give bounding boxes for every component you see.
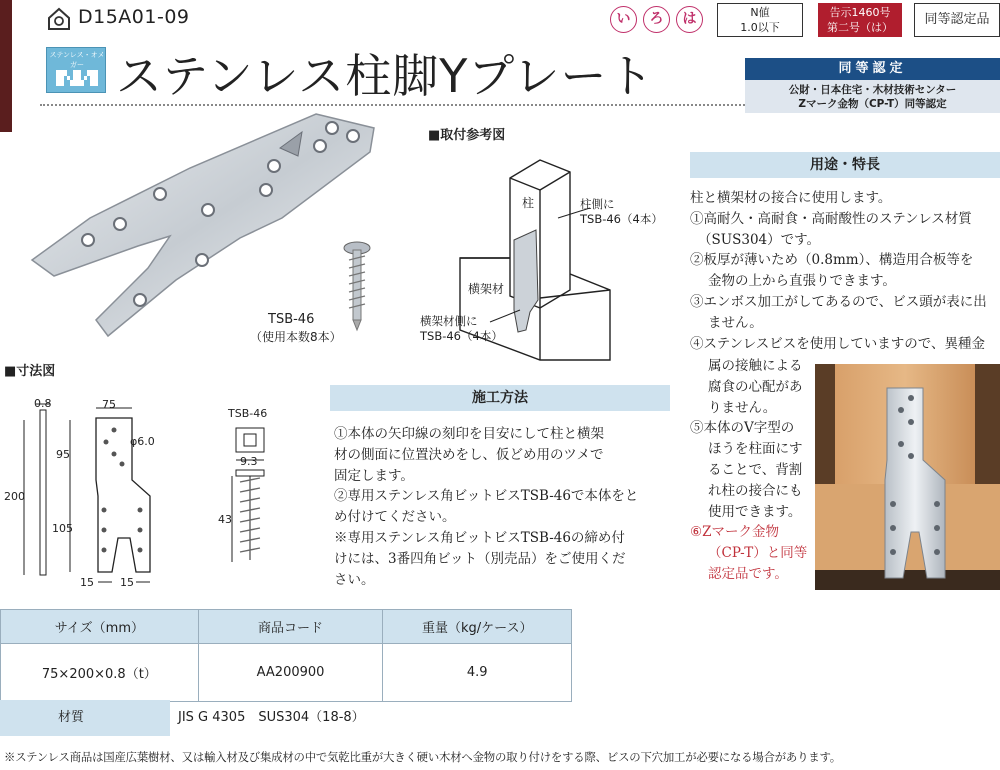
dim-leg-right: 15: [120, 576, 134, 589]
home-icon: [46, 6, 72, 32]
feature-line: ②板厚が薄いため（0.8mm）、構造用合板等を: [690, 252, 974, 269]
features-heading: 用途・特長: [690, 152, 1000, 178]
feature-line: りません。: [708, 399, 777, 416]
feature-line: 属の接触による: [708, 358, 803, 374]
n-value-box: [717, 3, 803, 37]
page-title: ステンレス柱脚Yプレート: [116, 49, 655, 103]
method-line: ②専用ステンレス角ビットビスTSB-46で本体をと: [334, 488, 639, 505]
method-item-1: [334, 424, 674, 486]
dim-screw-name: TSB-46: [228, 407, 268, 420]
equivalence-heading: 同等認定: [745, 58, 1000, 80]
equivalence-line-2: Zマーク金物（CP-T）同等認定: [798, 98, 947, 110]
feature-line-highlight: 認定品です。: [708, 565, 788, 582]
dim-thickness: 0.8: [34, 397, 52, 410]
dim-lower: 105: [52, 522, 73, 535]
dim-hole: φ6.0: [130, 435, 155, 448]
col-weight: 重量（kg/ケース）: [383, 610, 572, 644]
feature-line: ることで、背割: [708, 461, 803, 478]
cell-weight: 4.9: [383, 644, 572, 702]
badge-i: い: [610, 6, 637, 33]
omega-logo-icon: [53, 62, 101, 90]
brand-logo-text: ステンレス・オメガー: [49, 51, 105, 69]
method-line: さい。: [334, 571, 375, 588]
install-ref-heading: ■取付参考図: [428, 128, 506, 143]
feature-line: 腐食の心配があ: [708, 378, 803, 395]
cell-size: 75×200×0.8（t）: [1, 644, 199, 702]
feature-line: ③エンボス加工がしてあるので、ビス頭が表に出: [690, 293, 987, 310]
installed-photo: [815, 364, 1000, 590]
dim-screw-length: 43: [218, 513, 232, 526]
method-item-2: [334, 486, 674, 528]
badge-ro: ろ: [643, 6, 670, 33]
material-value: JIS G 4305 SUS304（18-8）: [178, 710, 365, 725]
equivalence-body: [745, 80, 1000, 113]
col-code: 商品コード: [198, 610, 383, 644]
footnote: ※ステンレス商品は国産広葉樹材、又は輸入材及び集成材の中で気乾比重が大きく硬い木材へ金物の取り付けをする際、ビスの下穴加工が必要になる場合があります。: [4, 750, 841, 764]
notice-box: [818, 3, 902, 37]
method-line: けには、3番四角ビット（別売品）をご使用くだ: [334, 550, 626, 567]
features-narrow-list: [690, 356, 815, 585]
certified-box: 同等認定品: [914, 3, 1000, 37]
product-code: D15A01-09: [78, 6, 190, 28]
notice-line-2: 第二号（は）: [827, 21, 893, 34]
beam-side-line-1: 横架材側に: [420, 314, 478, 328]
dim-upper: 95: [56, 448, 70, 461]
spec-table: [0, 609, 572, 702]
column-side-line-1: 柱側に: [580, 197, 615, 211]
material-label: 材質: [0, 700, 170, 736]
screw-usage: （使用本数8本）: [250, 330, 342, 344]
dim-leg-left: 15: [80, 576, 94, 589]
dimensions-heading: ■寸法図: [4, 364, 56, 379]
method-line: ①本体の矢印線の刻印を目安にして柱と横架: [334, 426, 604, 442]
dimension-drawing: [0, 390, 300, 600]
column-label: 柱: [522, 196, 535, 210]
equivalence-line-1: 公財・日本住宅・木材技術センター: [788, 84, 957, 96]
beam-label: 横架材: [468, 282, 505, 296]
feature-line: 柱と横架材の接合に使用します。: [690, 190, 892, 206]
cell-code: AA200900: [198, 644, 383, 702]
method-line: ※専用ステンレス角ビットビスTSB-46の締め付: [334, 529, 625, 546]
feature-line: ①高耐久・高耐食・高耐酸性のステンレス材質: [690, 210, 972, 227]
feature-line-highlight: ⑥Zマーク金物: [690, 524, 779, 541]
method-list: [334, 424, 674, 590]
method-note: [334, 528, 674, 590]
beam-side-line-2: TSB-46（4本）: [420, 329, 503, 343]
table-row: [1, 644, 572, 702]
brand-logo: [46, 47, 106, 93]
n-value-number: 1.0以下: [740, 21, 780, 34]
method-line: 固定します。: [334, 467, 414, 484]
n-value-label: N値: [750, 6, 770, 19]
feature-line: れ柱の接合にも: [708, 482, 803, 499]
feature-line: （SUS304）です。: [698, 231, 821, 248]
screw-name: TSB-46: [268, 312, 315, 327]
col-size: サイズ（mm）: [1, 610, 199, 644]
screw-product-image: [338, 240, 376, 332]
spec-table-header: [1, 610, 572, 644]
header-accent-bar: [0, 0, 12, 132]
badge-ha: は: [676, 6, 703, 33]
dim-screw-head: 9.3: [240, 455, 258, 468]
method-line: 材の側面に位置決めをし、仮どめ用のツメで: [334, 446, 604, 463]
notice-line-1: 告示1460号: [829, 6, 891, 19]
beam-side-note: [420, 314, 503, 344]
install-diagram: [410, 150, 630, 380]
column-side-note: [580, 197, 663, 227]
column-side-line-2: TSB-46（4本）: [580, 212, 663, 226]
feature-line: 金物の上から直張りできます。: [708, 273, 896, 290]
feature-line-highlight: （CP-T）と同等: [708, 545, 808, 562]
feature-line: ④ステンレスビスを使用していますので、異種金: [690, 335, 986, 352]
method-line: め付けてください。: [334, 509, 456, 526]
feature-line: ⑤本体のV字型の: [690, 420, 795, 437]
dim-total: 200: [4, 490, 25, 503]
feature-line: 使用できます。: [708, 503, 802, 520]
dim-width: 75: [102, 398, 116, 411]
method-heading: 施工方法: [330, 385, 670, 411]
features-wide-list: [690, 188, 1000, 354]
feature-line: ほうを柱面にす: [708, 441, 803, 458]
feature-line: ません。: [708, 314, 763, 331]
